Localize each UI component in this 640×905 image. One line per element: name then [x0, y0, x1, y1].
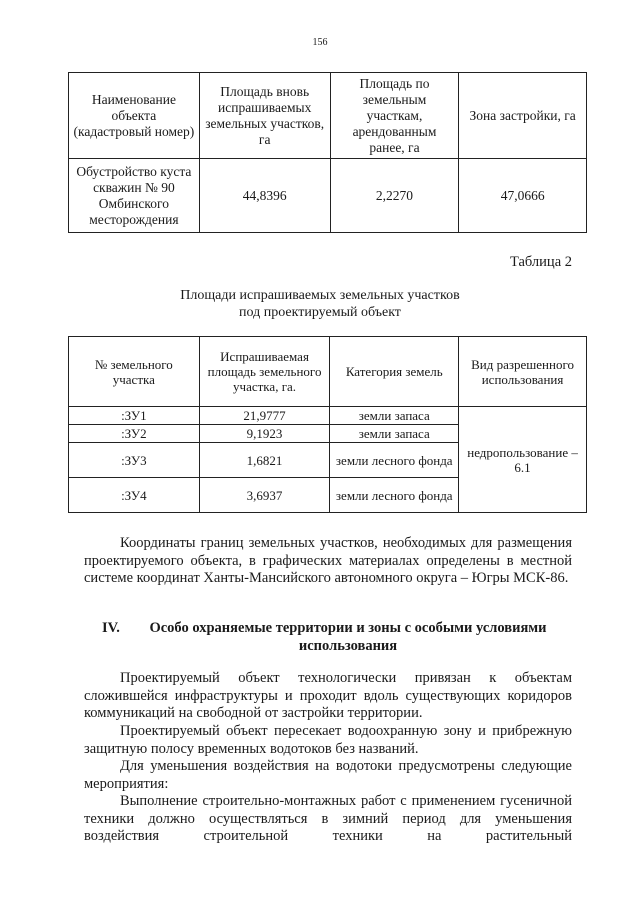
table-header-cell: № земельного участка: [69, 337, 200, 407]
table-cell: земли лесного фонда: [330, 478, 459, 513]
table-cell: :ЗУ4: [69, 478, 200, 513]
table-header-cell: Площадь вновь испрашиваемых земельных участков, га: [199, 73, 330, 159]
section-title: Особо охраняемые территории и зоны с особыми условиями использования: [149, 620, 547, 654]
table-header-row: [69, 337, 587, 407]
body-paragraph: Для уменьшения воздействия на водотоки предусмотрены следующие мероприятия:: [84, 758, 572, 792]
table-header-cell: Площадь по земельным участкам, арендованным ранее, га: [330, 73, 459, 159]
table-cell: 44,8396: [199, 159, 330, 233]
table-cell: :ЗУ2: [69, 425, 200, 443]
body-paragraph: Проектируемый объект пересекает водоохранную зону и прибрежную защитную полосу временных водотоков без названий.: [84, 723, 572, 757]
table-cell: 1,6821: [199, 443, 330, 478]
table-cell: земли запаса: [330, 425, 459, 443]
table-header-cell: Испрашиваемая площадь земельного участка, га.: [199, 337, 330, 407]
table-header-cell: Категория земель: [330, 337, 459, 407]
table-cell: 9,1923: [199, 425, 330, 443]
table-row: [69, 407, 587, 425]
plots-table: [68, 336, 587, 513]
section-number: IV.: [102, 620, 120, 636]
table-cell: недропользование – 6.1: [459, 407, 587, 513]
table-cell: 3,6937: [199, 478, 330, 513]
table-cell: 21,9777: [199, 407, 330, 425]
table-label: Таблица 2: [509, 254, 572, 270]
table-header-cell: Зона застройки, га: [459, 73, 587, 159]
table-cell: 2,2270: [330, 159, 459, 233]
table-caption-line: под проектируемый объект: [239, 305, 401, 320]
table-cell: Обустройство куста скважин № 90 Омбинского месторождения: [69, 159, 200, 233]
table-cell: :ЗУ1: [69, 407, 200, 425]
table-caption-line: Площади испрашиваемых земельных участков: [180, 288, 460, 303]
page-number: 156: [312, 37, 328, 48]
table-cell: земли запаса: [330, 407, 459, 425]
table-cell: земли лесного фонда: [330, 443, 459, 478]
section-heading: [84, 620, 572, 655]
body-paragraph: Проектируемый объект технологически привязан к объектам сложившейся инфраструктуры и проходит вдоль существующих коридоров коммуникаций на свободной от застройки территории.: [84, 670, 572, 721]
table-header-row: [69, 73, 587, 159]
table-row: [69, 159, 587, 233]
body-paragraph: Выполнение строительно-монтажных работ с применением гусеничной техники должно осуществляться в зимний период для уменьшения воздействия строительной техники на растительный: [84, 793, 572, 844]
coordinates-paragraph: Координаты границ земельных участков, необходимых для размещения проектируемого объекта, в графических материалах определены в местной системе координат Ханты-Мансийского автономного округа – Югры МСК-86.: [84, 535, 572, 586]
table-caption: [0, 287, 640, 321]
land-area-table: [68, 72, 587, 233]
table-cell: :ЗУ3: [69, 443, 200, 478]
table-header-cell: Вид разрешенного использования: [459, 337, 587, 407]
table-header-cell: Наименование объекта (кадастровый номер): [69, 73, 200, 159]
table-cell: 47,0666: [459, 159, 587, 233]
